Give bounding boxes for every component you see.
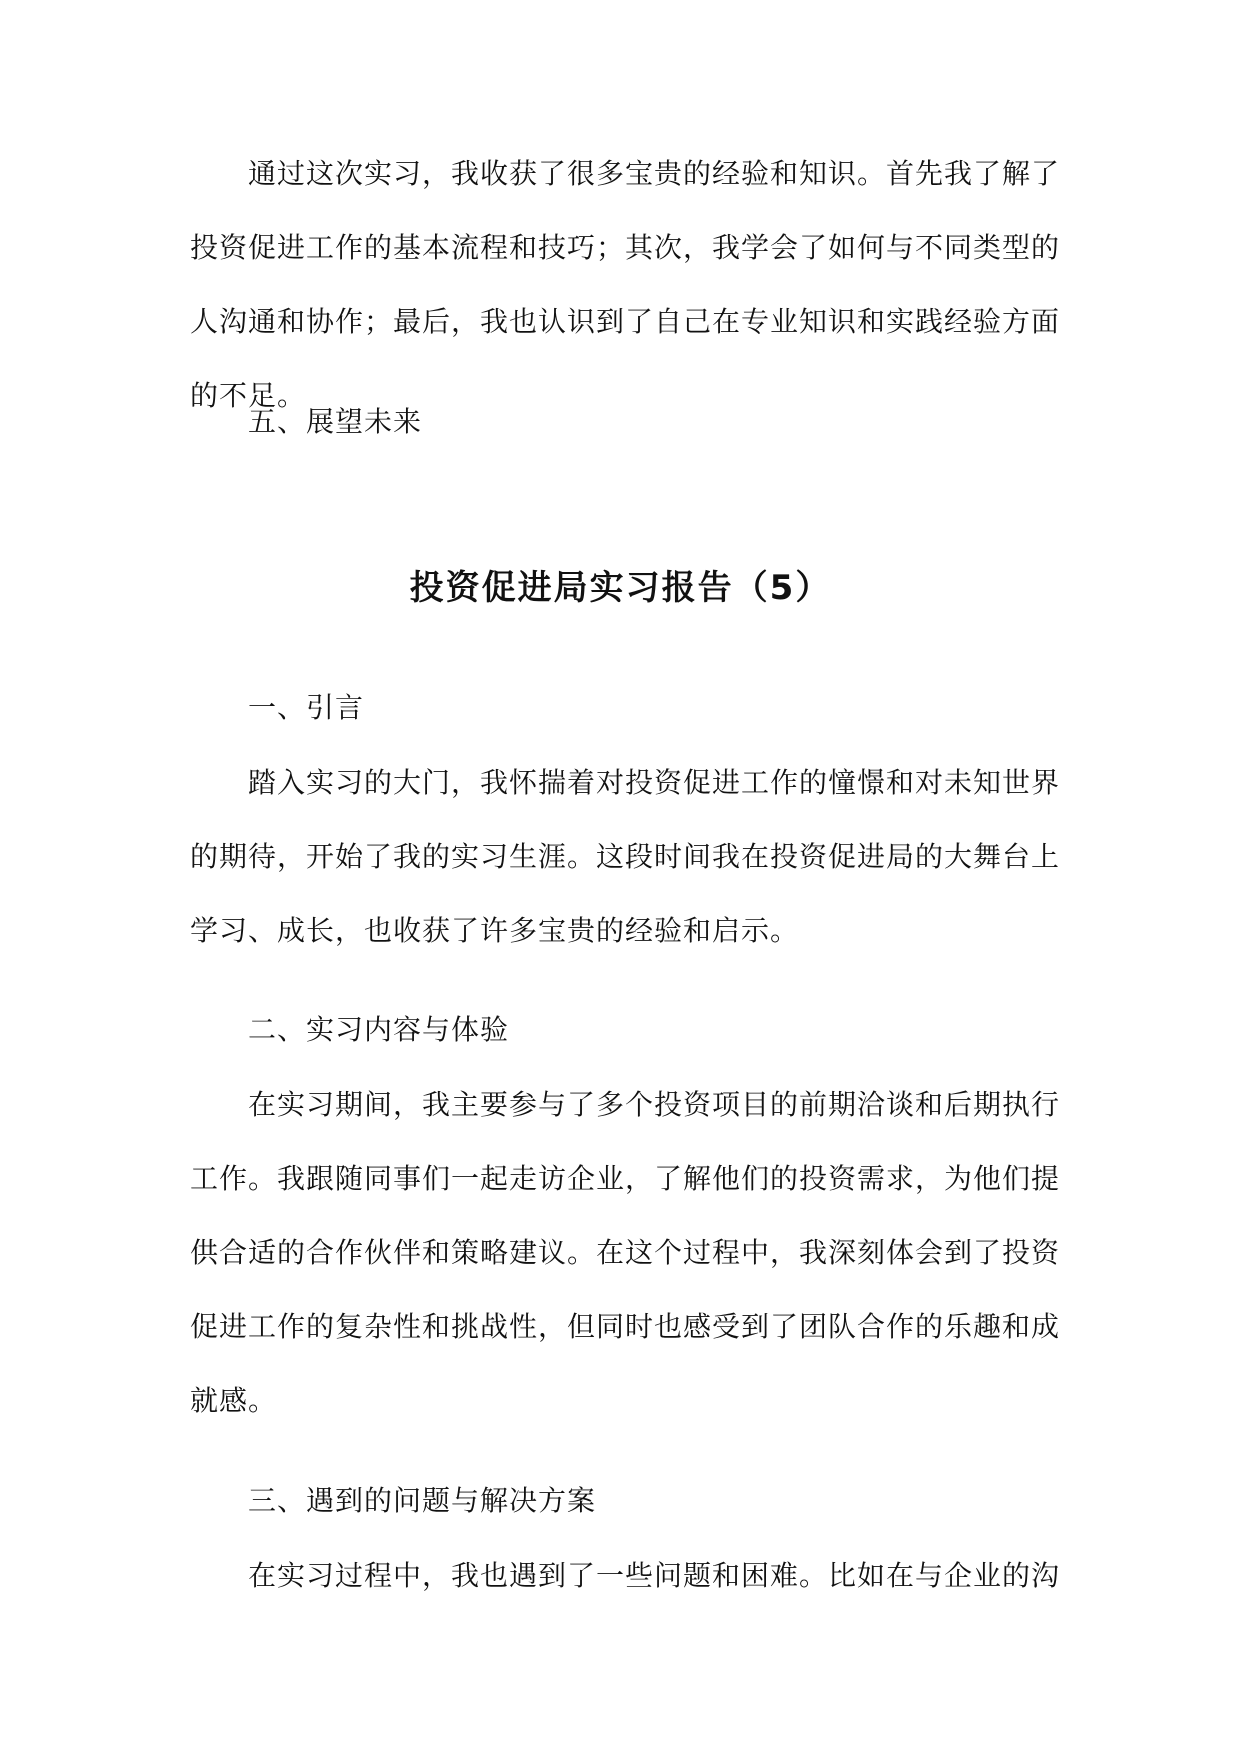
section-heading-content: 二、实习内容与体验 [248,1013,510,1046]
intro-paragraph: 通过这次实习，我收获了很多宝贵的经验和知识。首先我了解了投资促进工作的基本流程和技巧；其次，我学会了如何与不同类型的人沟通和协作；最后，我也认识到了自己在专业知识和实践经验方面的不足。 [190,157,1061,412]
section-heading-introduction: 一、引言 [248,691,365,724]
content-paragraph: 在实习期间，我主要参与了多个投资项目的前期洽谈和后期执行工作。我跟随同事们一起走访企业，了解他们的投资需求，为他们提供合适的合作伙伴和策略建议。在这个过程中，我深刻体会到了投资促进工作的复杂性和挑战性，但同时也感受到了团队合作的乐趣和成就感。 [190,1088,1061,1417]
section-heading-problems: 三、遇到的问题与解决方案 [248,1484,597,1517]
section-heading-outlook: 五、展望未来 [248,405,423,438]
introduction-paragraph: 踏入实习的大门，我怀揣着对投资促进工作的憧憬和对未知世界的期待，开始了我的实习生涯。这段时间我在投资促进局的大舞台上学习、成长，也收获了许多宝贵的经验和启示。 [190,766,1061,947]
document-title: 投资促进局实习报告（5） [409,568,832,608]
problems-paragraph: 在实习过程中，我也遇到了一些问题和困难。比如在与企业的沟 [248,1559,1061,1592]
